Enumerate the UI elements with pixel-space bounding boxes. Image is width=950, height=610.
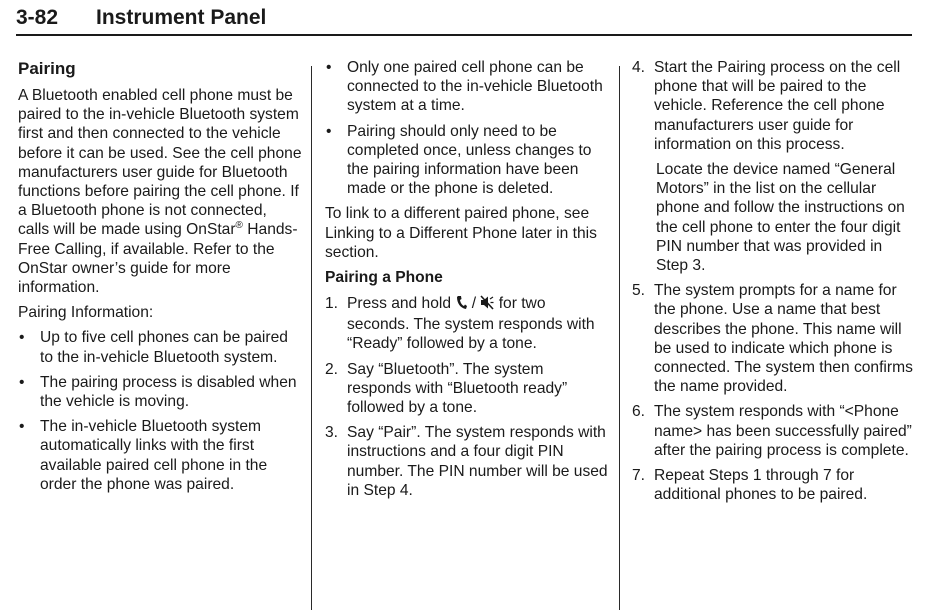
step-text: for two seconds. The system responds with “Ready” followed by a tone.: [347, 295, 595, 353]
column-divider: [619, 66, 620, 610]
page-title: Instrument Panel: [96, 6, 267, 29]
pairing-steps: [325, 294, 609, 500]
step-item: [325, 294, 609, 354]
pairing-info-list: [18, 328, 302, 494]
list-item: • Only one paired cell phone can be connected to the in-vehicle Bluetooth system at a time.: [325, 58, 609, 116]
pairing-steps-continued: [632, 58, 916, 154]
step-item: [632, 58, 916, 154]
page-header: [16, 6, 912, 36]
pairing-steps-continued: [632, 281, 916, 504]
link-paragraph: To link to a different paired phone, see Linking to a Different Phone later in this section.: [325, 205, 597, 261]
list-item: • The pairing process is disabled when the vehicle is moving.: [18, 373, 302, 411]
step-number: 1.: [325, 295, 339, 313]
column-divider: [311, 66, 312, 610]
section-heading-pairing-a-phone: Pairing a Phone: [325, 269, 443, 287]
section-heading-pairing: Pairing: [18, 59, 76, 78]
mute-speaker-icon: [480, 295, 494, 315]
pairing-info-list-continued: [325, 58, 609, 198]
step-item: [632, 466, 916, 504]
step-item: [325, 360, 609, 418]
step-item: [632, 402, 916, 460]
step-text: Repeat Steps 1 through 7 for additional phones to be paired.: [654, 467, 868, 504]
column-2: [325, 58, 609, 506]
step-number: 7.: [632, 467, 646, 485]
step-number: 3.: [325, 424, 339, 442]
intro-text-tail: Hands-Free Calling, if available. Refer to the OnStar owner’s guide for more information.: [18, 221, 298, 297]
step-number: 2.: [325, 360, 339, 378]
step-text: Say “Pair”. The system responds with instructions and a four digit PIN number. The PIN number will be used in Step 4.: [347, 424, 608, 499]
step-text: Start the Pairing process on the cell phone that will be paired to the vehicle. Reference the cell phone manufacturers user guide for information on this process.: [654, 59, 901, 153]
pairing-info-label: Pairing Information:: [18, 304, 154, 322]
registered-mark: ®: [235, 220, 243, 232]
phone-handset-icon: [455, 295, 467, 315]
step-text: The system prompts for a name for the phone. Use a name that best describes the phone. This name will be used to indicate which phone is connected. The system then confirms the name provided.: [654, 282, 913, 396]
page-number: 3-82: [16, 6, 59, 29]
step-item: [325, 423, 609, 500]
step-text: Press and hold: [347, 295, 456, 313]
column-1: [18, 58, 302, 500]
step-number: 4.: [632, 59, 646, 76]
list-item: • The in-vehicle Bluetooth system automatically links with the first available paired cell phone in the order the phone was paired.: [18, 417, 302, 494]
list-item: • Pairing should only need to be completed once, unless changes to the pairing information have been made or the phone is deleted.: [325, 122, 609, 199]
intro-paragraph: [18, 86, 302, 297]
step-item: [632, 281, 916, 396]
column-3: [632, 58, 916, 510]
step-text: Say “Bluetooth”. The system responds with “Bluetooth ready” followed by a tone.: [347, 360, 568, 417]
step-number: 6.: [632, 403, 646, 421]
step-separator: /: [467, 295, 481, 313]
step-sub-paragraph: Locate the device named “General Motors” in the list on the cellular phone and follow the instructions on the cell phone to enter the four digit PIN number that was provided in Step 3.: [656, 161, 905, 275]
list-item: • Up to five cell phones can be paired to the in-vehicle Bluetooth system.: [18, 328, 302, 366]
intro-text: A Bluetooth enabled cell phone must be paired to the in-vehicle Bluetooth system first and then connected to the vehicle before it can be used. See the cell phone manufacturers user guide for Bluetooth functions before pairing the cell phone. If a Bluetooth phone is not connected, calls will be made using OnStar: [18, 87, 302, 239]
step-number: 5.: [632, 282, 646, 300]
step-text: The system responds with “<Phone name> has been successfully paired” after the pairing process is complete.: [654, 403, 912, 459]
